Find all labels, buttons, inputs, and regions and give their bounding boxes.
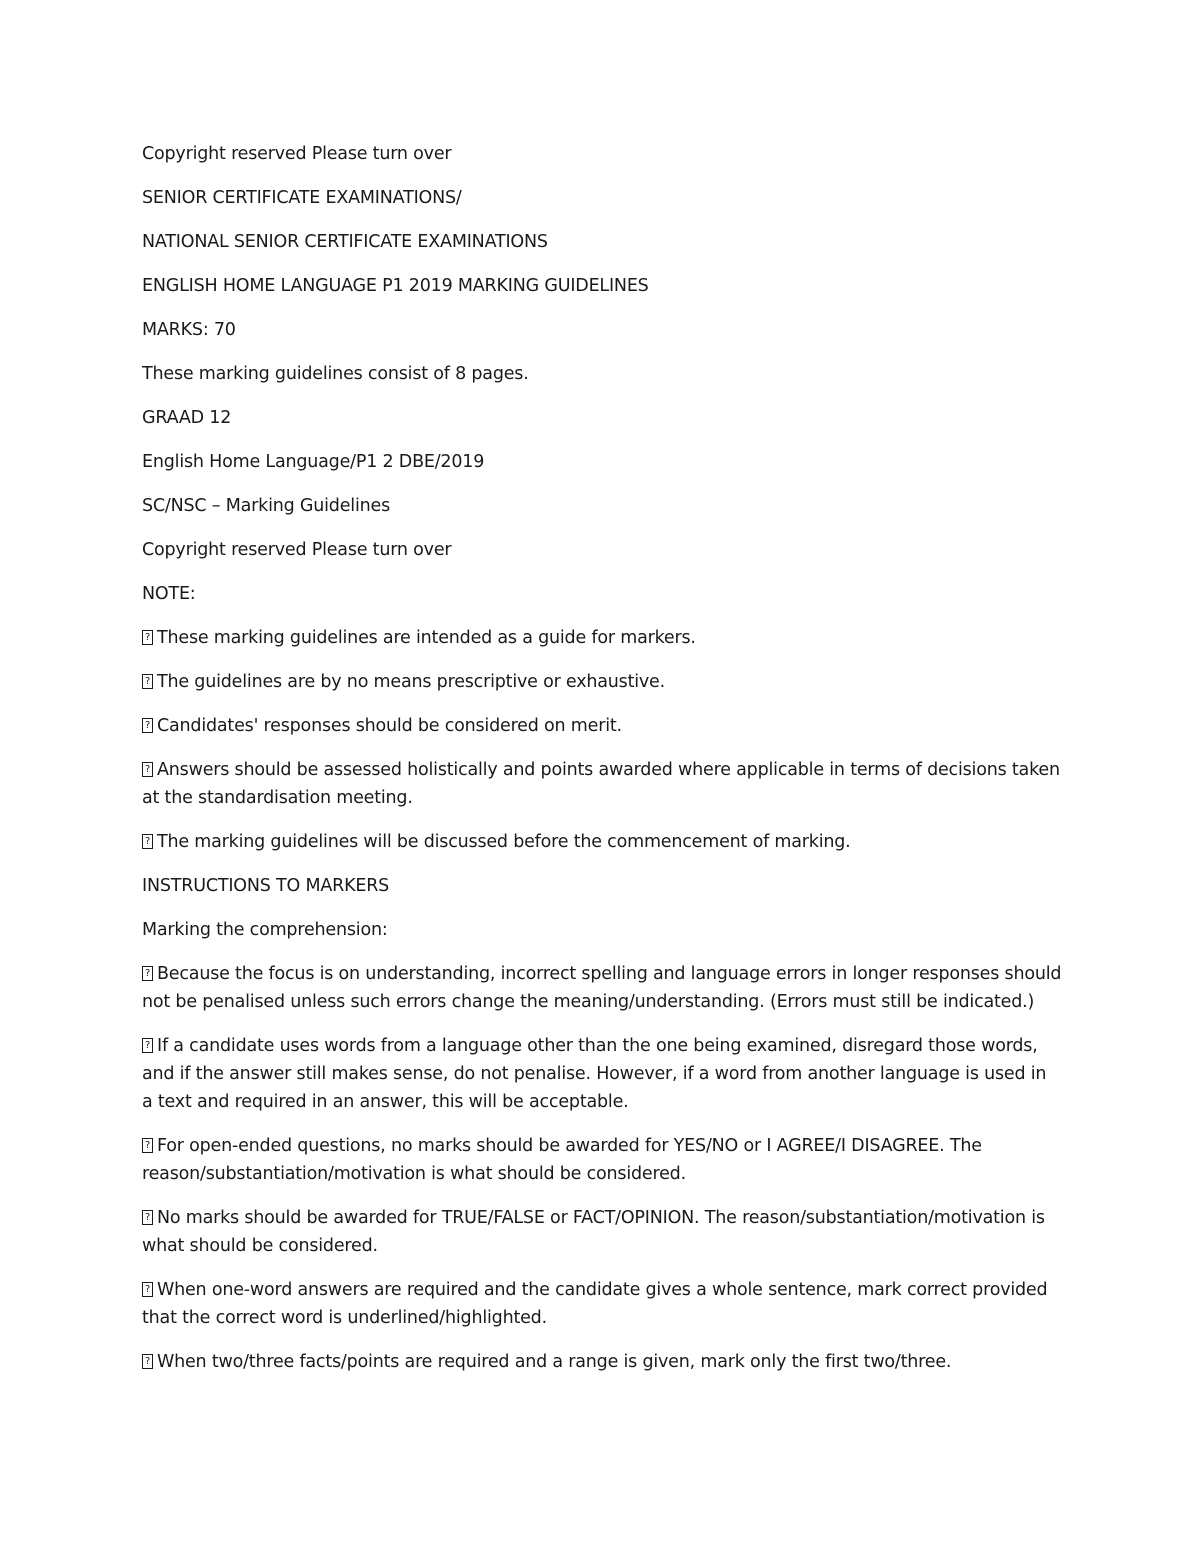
- comprehension-bullet-text: If a candidate uses words from a language other than the one being examined, disregard those words, and if the answer still makes sense, do not penalise. However, if a word from another language is used in a text and required in an answer, this will be acceptable.: [142, 1036, 1047, 1112]
- header-line: Copyright reserved Please turn over: [142, 144, 452, 164]
- missing-glyph-icon: [142, 630, 153, 645]
- header-line: SENIOR CERTIFICATE EXAMINATIONS/: [142, 188, 462, 208]
- header-line: NATIONAL SENIOR CERTIFICATE EXAMINATIONS: [142, 232, 548, 252]
- comprehension-bullet-text: When one-word answers are required and the candidate gives a whole sentence, mark correct provided that the correct word is underlined/highlighted.: [142, 1280, 1048, 1328]
- comprehension-bullet-text: When two/three facts/points are required and a range is given, mark only the first two/three.: [157, 1352, 952, 1372]
- note-bullet: [142, 624, 1062, 652]
- note-bullet-text: These marking guidelines are intended as a guide for markers.: [157, 628, 696, 648]
- note-bullet-text: The guidelines are by no means prescriptive or exhaustive.: [157, 672, 665, 692]
- header-line: SC/NSC – Marking Guidelines: [142, 496, 390, 516]
- missing-glyph-icon: [142, 1210, 153, 1225]
- page-count-line: These marking guidelines consist of 8 pages.: [142, 364, 529, 384]
- note-heading: NOTE:: [142, 584, 196, 604]
- comprehension-bullet: [142, 1132, 1062, 1188]
- missing-glyph-icon: [142, 834, 153, 849]
- document-page: [142, 140, 1062, 1392]
- comprehension-bullet: [142, 1276, 1062, 1332]
- comprehension-bullet-text: Because the focus is on understanding, incorrect spelling and language errors in longer responses should not be penalised unless such errors change the meaning/understanding. (Errors must still be indicated.): [142, 964, 1062, 1012]
- missing-glyph-icon: [142, 1138, 153, 1153]
- comprehension-bullet: [142, 960, 1062, 1016]
- marks-line: MARKS: 70: [142, 320, 236, 340]
- header-line: Copyright reserved Please turn over: [142, 540, 452, 560]
- note-bullet: [142, 756, 1062, 812]
- note-bullet: [142, 712, 1062, 740]
- note-bullet-text: Candidates' responses should be considered on merit.: [157, 716, 622, 736]
- note-bullet: [142, 668, 1062, 696]
- missing-glyph-icon: [142, 1354, 153, 1369]
- comprehension-bullet: [142, 1032, 1062, 1116]
- note-bullet-text: The marking guidelines will be discussed before the commencement of marking.: [157, 832, 851, 852]
- missing-glyph-icon: [142, 966, 153, 981]
- comprehension-bullet-text: No marks should be awarded for TRUE/FALSE or FACT/OPINION. The reason/substantiation/motivation is what should be considered.: [142, 1208, 1045, 1256]
- document-title: ENGLISH HOME LANGUAGE P1 2019 MARKING GUIDELINES: [142, 276, 649, 296]
- note-bullet-text: Answers should be assessed holistically and points awarded where applicable in terms of decisions taken at the standardisation meeting.: [142, 760, 1060, 808]
- comprehension-bullet: [142, 1348, 1062, 1376]
- missing-glyph-icon: [142, 718, 153, 733]
- missing-glyph-icon: [142, 762, 153, 777]
- missing-glyph-icon: [142, 1038, 153, 1053]
- note-bullet: [142, 828, 1062, 856]
- grade-line: GRAAD 12: [142, 408, 232, 428]
- comprehension-bullet-text: For open-ended questions, no marks should be awarded for YES/NO or I AGREE/I DISAGREE. The reason/substantiation/motivation is what should be considered.: [142, 1136, 982, 1184]
- comprehension-bullet: [142, 1204, 1062, 1260]
- comprehension-heading: Marking the comprehension:: [142, 920, 388, 940]
- missing-glyph-icon: [142, 674, 153, 689]
- instructions-heading: INSTRUCTIONS TO MARKERS: [142, 876, 390, 896]
- missing-glyph-icon: [142, 1282, 153, 1297]
- header-line: English Home Language/P1 2 DBE/2019: [142, 452, 485, 472]
